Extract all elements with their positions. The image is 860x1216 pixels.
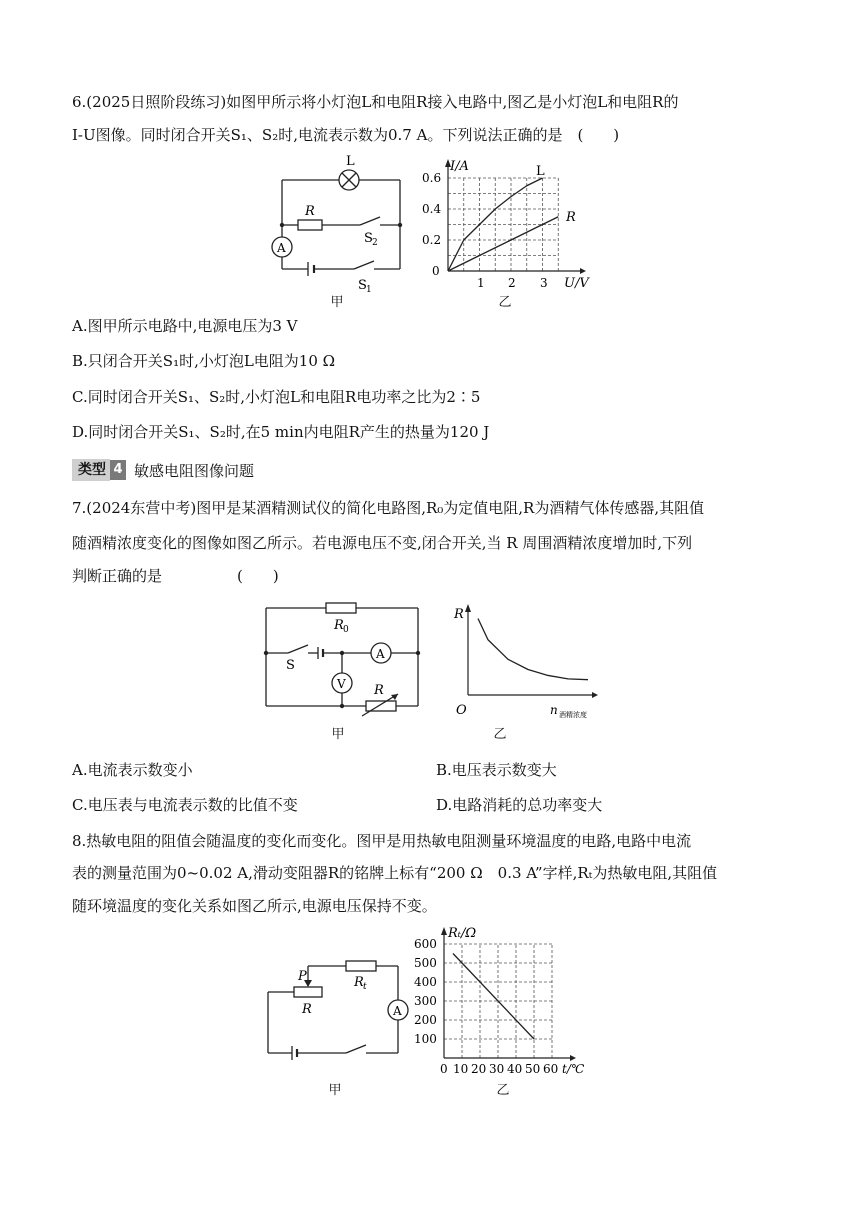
q8-caption-jia: 甲 — [328, 1083, 342, 1098]
q6-iu-chart — [418, 155, 598, 295]
x-tick: 1 — [477, 276, 485, 290]
q6-caption-jia: 甲 — [330, 295, 344, 310]
curve-label-r: R — [566, 210, 576, 225]
q6-caption-yi: 乙 — [498, 295, 512, 310]
q7-option-c[interactable]: C.电压表与电流表示数的比值不变 — [72, 796, 298, 814]
y-tick: 100 — [414, 1032, 437, 1046]
sensor-symbol — [366, 701, 396, 711]
x-tick: 60 — [543, 1062, 559, 1076]
rt-symbol — [346, 961, 376, 971]
slider-p-label: P — [298, 969, 307, 984]
q6-stem-line1: 6.(2025日照阶段练习)如图甲所示将小灯泡L和电阻R接入电路中,图乙是小灯泡L和电阻R的 — [72, 93, 679, 111]
rt-sub: t — [363, 982, 367, 992]
q7-circuit-diagram — [258, 596, 433, 721]
q7-r-n-chart — [450, 598, 610, 723]
switch-label: S — [286, 658, 295, 673]
x-axis-label: U/V — [564, 276, 589, 291]
y-tick: 200 — [414, 1013, 437, 1027]
r0-label: R — [334, 618, 344, 633]
lamp-label: L — [346, 154, 355, 169]
x-tick: 0 — [440, 1062, 448, 1076]
section-tag: 类型 — [72, 459, 110, 481]
resistor-symbol — [298, 220, 322, 230]
switch-s1 — [354, 261, 374, 269]
q6-option-a[interactable]: A.图甲所示电路中,电源电压为3 V — [72, 317, 298, 335]
switch2-sub: 2 — [372, 238, 378, 248]
resistor-label: R — [305, 204, 315, 219]
slider-resistor-symbol — [294, 987, 322, 997]
q8-circuit-diagram — [256, 950, 416, 1060]
q7-option-a[interactable]: A.电流表示数变小 — [72, 761, 193, 779]
y-axis-label: Rₜ/Ω — [448, 926, 477, 941]
x-tick: 10 — [453, 1062, 469, 1076]
switch2-label: S — [364, 231, 373, 246]
origin-label: O — [456, 703, 467, 718]
q6-option-c[interactable]: C.同时闭合开关S₁、S₂时,小灯泡L和电阻R电功率之比为2∶5 — [72, 388, 481, 406]
series-line-r — [478, 619, 588, 680]
switch-s — [288, 645, 308, 653]
x-tick: 3 — [540, 276, 548, 290]
q6-option-d[interactable]: D.同时闭合开关S₁、S₂时,在5 min内电阻R产生的热量为120 J — [72, 423, 490, 441]
q8-rt-t-chart — [408, 922, 598, 1077]
origin-label: 0 — [432, 264, 440, 278]
q6-circuit-diagram — [262, 152, 412, 302]
section-number: 4 — [110, 460, 126, 480]
voltmeter-label: V — [337, 677, 346, 691]
rt-label: R — [354, 975, 364, 990]
section-title: 敏感电阻图像问题 — [134, 461, 255, 480]
x-tick: 30 — [489, 1062, 505, 1076]
y-tick: 0.4 — [422, 202, 442, 216]
x-axis-sub: 酒精浓度 — [559, 711, 587, 719]
q7-stem-line3: 判断正确的是 ( ) — [72, 567, 279, 585]
q6-option-b[interactable]: B.只闭合开关S₁时,小灯泡L电阻为10 Ω — [72, 352, 336, 370]
y-tick: 0.2 — [422, 233, 442, 247]
ammeter-label: A — [376, 647, 385, 661]
q6-stem-line2: I-U图像。同时闭合开关S₁、S₂时,电流表示数为0.7 A。下列说法正确的是 ( ) — [72, 126, 620, 144]
slider-label: R — [302, 1002, 312, 1017]
ammeter-label: A — [393, 1004, 402, 1018]
x-tick: 40 — [507, 1062, 523, 1076]
q7-caption-jia: 甲 — [331, 727, 345, 742]
switch1-sub: 1 — [366, 285, 372, 295]
y-tick: 0.6 — [422, 171, 442, 185]
q7-option-d[interactable]: D.电路消耗的总功率变大 — [436, 796, 603, 814]
r0-sub: 0 — [343, 625, 349, 635]
x-tick: 2 — [508, 276, 516, 290]
series-line-rt — [453, 954, 534, 1040]
y-tick: 600 — [414, 937, 437, 951]
q8-stem-line1: 8.热敏电阻的阻值会随温度的变化而变化。图甲是用热敏电阻测量环境温度的电路,电路中电流 — [72, 832, 692, 850]
x-axis-label: t/℃ — [562, 1062, 585, 1076]
y-axis-label: I/A — [450, 159, 469, 174]
x-tick: 20 — [471, 1062, 487, 1076]
y-tick: 500 — [414, 956, 437, 970]
q8-caption-yi: 乙 — [496, 1083, 510, 1098]
y-tick: 300 — [414, 994, 437, 1008]
x-axis-label: n — [550, 703, 558, 717]
curve-label-l: L — [536, 164, 545, 179]
switch1-label: S — [358, 278, 367, 293]
section-heading — [72, 459, 254, 481]
y-axis-label: R — [454, 607, 464, 622]
q7-option-b[interactable]: B.电压表示数变大 — [436, 761, 557, 779]
r0-symbol — [326, 603, 356, 613]
q7-stem-line1: 7.(2024东营中考)图甲是某酒精测试仪的简化电路图,R₀为定值电阻,R为酒精气体传感器,其阻值 — [72, 499, 705, 517]
sensor-label: R — [374, 683, 384, 698]
x-tick: 50 — [525, 1062, 541, 1076]
switch — [346, 1045, 366, 1053]
q8-stem-line3: 随环境温度的变化关系如图乙所示,电源电压保持不变。 — [72, 897, 437, 915]
y-tick: 400 — [414, 975, 437, 989]
ammeter-label: A — [277, 241, 286, 255]
q8-stem-line2: 表的测量范围为0~0.02 A,滑动变阻器R的铭牌上标有“200 Ω 0.3 A”字样,Rₜ为热敏电阻,其阻值 — [72, 864, 718, 882]
q7-stem-line2: 随酒精浓度变化的图像如图乙所示。若电源电压不变,闭合开关,当 R 周围酒精浓度增加时,下列 — [72, 534, 693, 552]
q7-caption-yi: 乙 — [493, 727, 507, 742]
switch-s2 — [360, 217, 380, 225]
